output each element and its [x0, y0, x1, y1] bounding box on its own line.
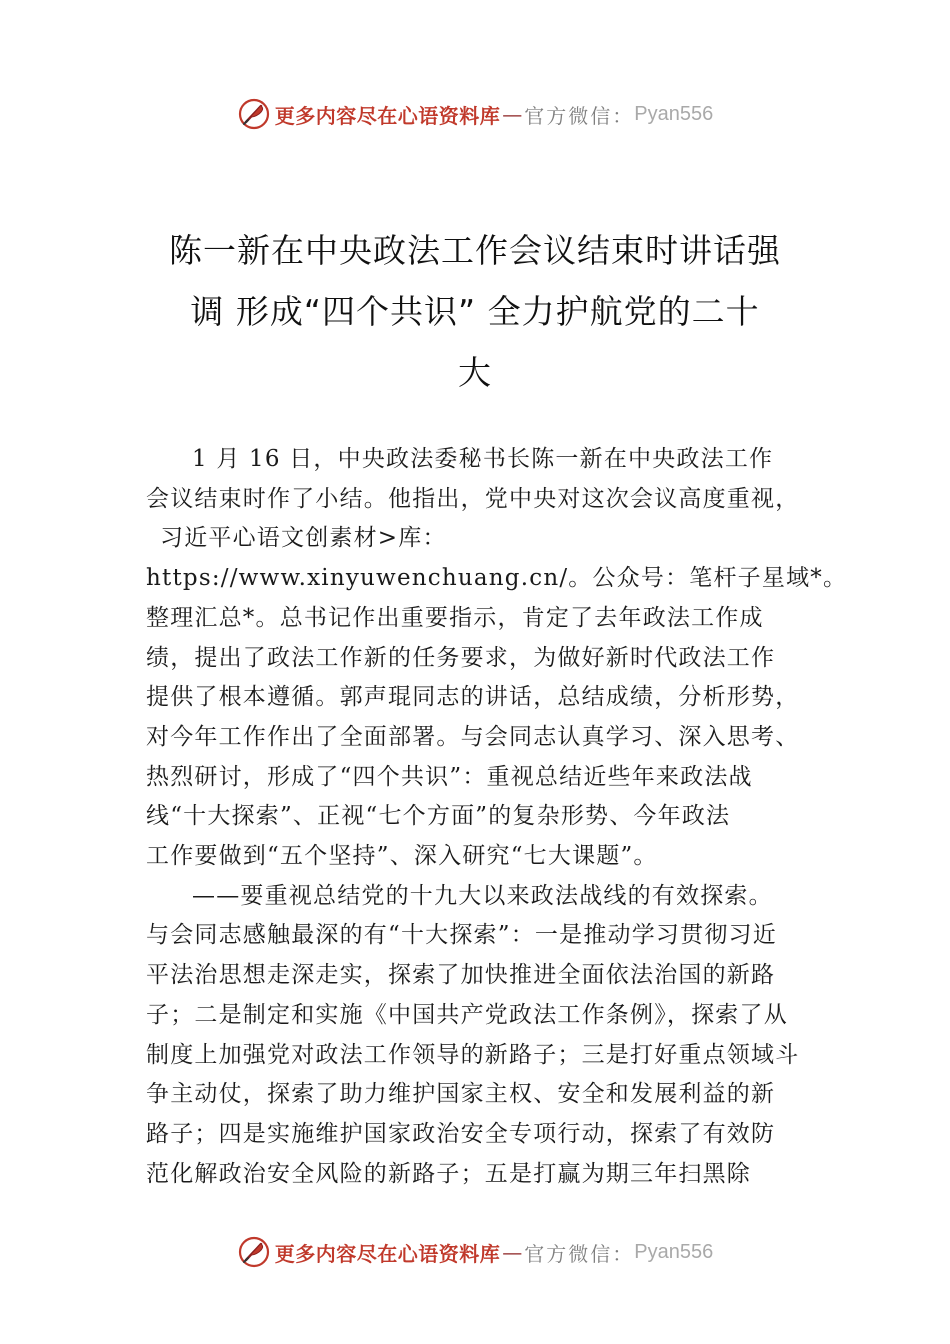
body-line: 习近平心语文创素材>库： — [160, 525, 447, 552]
quill-logo-icon — [237, 1235, 271, 1269]
body-line: 范化解政治安全风险的新路子；五是打赢为期三年扫黑除 — [146, 1160, 751, 1187]
body-line: 与会同志感触最深的有“十大探索”：一是推动学习贯彻习近 — [146, 922, 777, 949]
banner-separator: — — [502, 102, 523, 126]
body-line: 整理汇总*。总书记作出重要指示，肯定了去年政法工作成 — [146, 604, 764, 631]
body-line: 平法治思想走深走实，探索了加快推进全面依法治国的新路 — [146, 962, 776, 989]
body-line: 路子；四是实施维护国家政治安全专项行动，探索了有效防 — [146, 1120, 776, 1147]
body-line: 子；二是制定和实施《中国共产党政法工作条例》，探索了从 — [146, 1001, 788, 1028]
quill-logo-icon — [237, 97, 271, 131]
footer-banner — [0, 1232, 950, 1272]
banner-separator: — — [502, 1240, 523, 1264]
body-line: https://www.xinyuwenchuang.cn/。公众号：笔杆子星域*。 — [146, 565, 848, 592]
body-line: ——要重视总结党的十九大以来政法战线的有效探索。 — [192, 882, 773, 909]
title-line: 调 形成“四个共识” 全力护航党的二十 — [190, 292, 760, 331]
banner-wechat-label: 官方微信： — [524, 103, 635, 128]
body-line: 争主动仗，探索了助力维护国家主权、安全和发展利益的新 — [146, 1081, 776, 1108]
title-line: 大 — [458, 353, 492, 392]
body-line: 1 月 16 日，中央政法委秘书长陈一新在中央政法工作 — [192, 446, 774, 472]
banner-wechat-id: Pyan556 — [634, 102, 714, 125]
banner-library-text: 更多内容尽在心语资料库 — [274, 103, 501, 128]
document-body — [146, 440, 848, 1194]
banner-wechat-label: 官方微信： — [524, 1241, 635, 1266]
banner-wechat-id: Pyan556 — [634, 1240, 714, 1263]
body-line: 对今年工作作出了全面部署。与会同志认真学习、深入思考、 — [146, 723, 800, 750]
banner-library-text: 更多内容尽在心语资料库 — [274, 1241, 501, 1266]
body-line: 绩，提出了政法工作新的任务要求，为做好新时代政法工作 — [146, 644, 776, 671]
document-title — [140, 220, 810, 403]
body-line: 提供了根本遵循。郭声琨同志的讲话，总结成绩，分析形势， — [146, 684, 800, 711]
body-line: 热烈研讨，形成了“四个共识”：重视总结近些年来政法战 — [146, 763, 753, 790]
header-banner — [0, 94, 950, 134]
body-line: 线“十大探索”、正视“七个方面”的复杂形势、今年政法 — [146, 803, 731, 830]
body-line: 工作要做到“五个坚持”、深入研究“七大课题”。 — [146, 843, 658, 870]
body-line: 会议结束时作了小结。他指出，党中央对这次会议高度重视， — [146, 485, 800, 512]
title-line: 陈一新在中央政法工作会议结束时讲话强 — [169, 231, 781, 270]
body-line: 制度上加强党对政法工作领导的新路子；三是打好重点领域斗 — [146, 1041, 800, 1068]
